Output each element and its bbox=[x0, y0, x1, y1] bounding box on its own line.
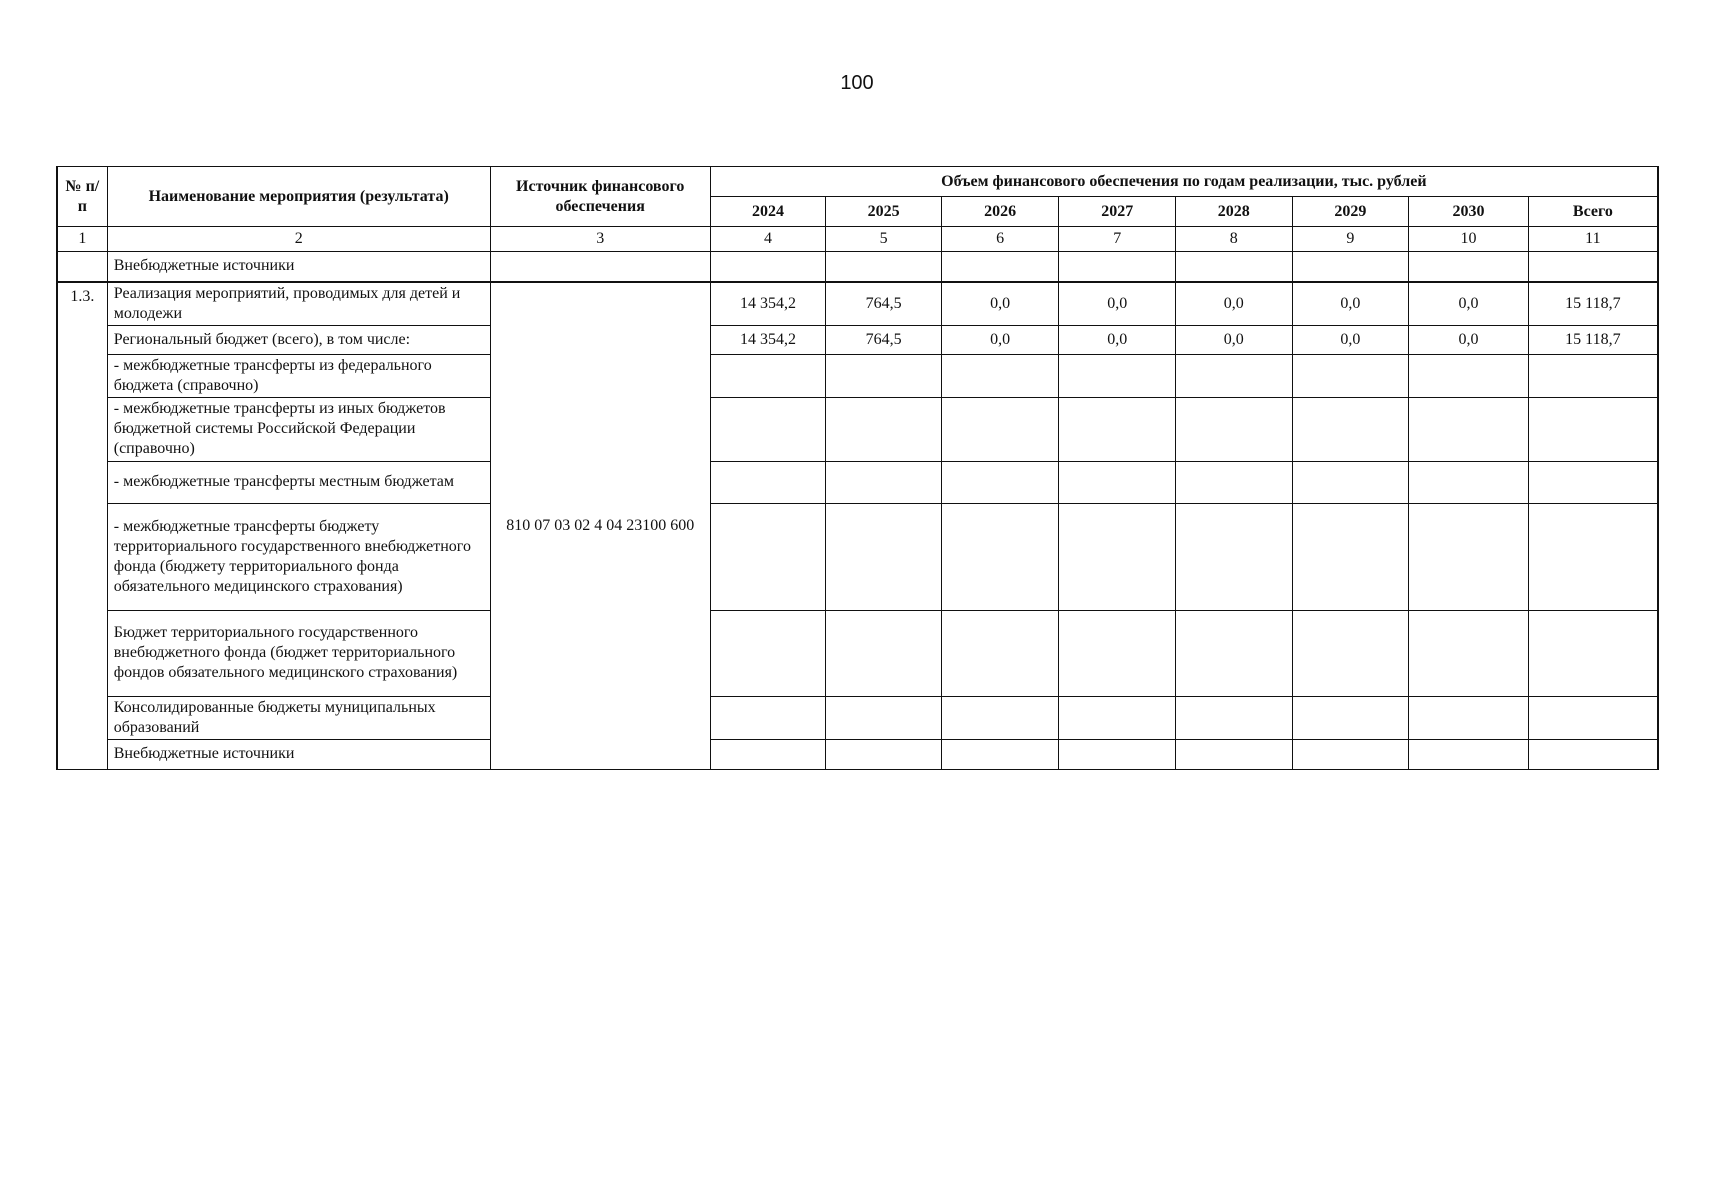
header-name: Наименование мероприятия (результата) bbox=[107, 167, 490, 227]
item-value-2025: 764,5 bbox=[826, 282, 942, 326]
header-year: 2029 bbox=[1292, 197, 1409, 227]
item-value-2024: 14 354,2 bbox=[710, 282, 826, 326]
row-name-local-transfers: - межбюджетные трансферты местным бюджетам bbox=[107, 461, 490, 503]
item-name: Реализация мероприятий, проводимых для детей и молодежи bbox=[107, 282, 490, 326]
regional-value-total: 15 118,7 bbox=[1528, 325, 1658, 354]
column-number: 2 bbox=[107, 227, 490, 252]
row-name-regional: Региональный бюджет (всего), в том числе: bbox=[107, 325, 490, 354]
row-name-fund-transfers: - межбюджетные трансферты бюджету территориального государственного внебюджетного фонда (бюджету территориального фонда обязательного медицинского страхования) bbox=[107, 503, 490, 610]
header-year: 2024 bbox=[710, 197, 826, 227]
row-name-other-transfers: - межбюджетные трансферты из иных бюджетов бюджетной системы Российской Федерации (справочно) bbox=[107, 397, 490, 461]
header-year: 2028 bbox=[1176, 197, 1293, 227]
page-number: 100 bbox=[840, 72, 874, 94]
item-value-2028: 0,0 bbox=[1176, 282, 1293, 326]
column-number: 7 bbox=[1059, 227, 1176, 252]
regional-value-2024: 14 354,2 bbox=[710, 325, 826, 354]
item-value-2027: 0,0 bbox=[1059, 282, 1176, 326]
column-number: 3 bbox=[490, 227, 710, 252]
column-number: 4 bbox=[710, 227, 826, 252]
regional-value-2027: 0,0 bbox=[1059, 325, 1176, 354]
header-total: Всего bbox=[1528, 197, 1658, 227]
row-name-extrabudget: Внебюджетные источники bbox=[107, 739, 490, 769]
regional-value-2025: 764,5 bbox=[826, 325, 942, 354]
column-number: 11 bbox=[1528, 227, 1658, 252]
row-name-fund-budget: Бюджет территориального государственного внебюджетного фонда (бюджет территориального фондов обязательного медицинского страхования) bbox=[107, 610, 490, 696]
column-number: 6 bbox=[941, 227, 1059, 252]
column-number: 5 bbox=[826, 227, 942, 252]
item-value-2030: 0,0 bbox=[1409, 282, 1529, 326]
row-name-federal-transfers: - межбюджетные трансферты из федерального бюджета (справочно) bbox=[107, 354, 490, 397]
header-year: 2027 bbox=[1059, 197, 1176, 227]
column-number: 10 bbox=[1409, 227, 1529, 252]
regional-value-2030: 0,0 bbox=[1409, 325, 1529, 354]
item-source-code: 810 07 03 02 4 04 23100 600 bbox=[490, 282, 710, 770]
regional-value-2028: 0,0 bbox=[1176, 325, 1293, 354]
column-number: 9 bbox=[1292, 227, 1409, 252]
item-number: 1.3. bbox=[57, 282, 107, 770]
header-year: 2026 bbox=[941, 197, 1059, 227]
column-number: 1 bbox=[57, 227, 107, 252]
header-year: 2030 bbox=[1409, 197, 1529, 227]
header-volume: Объем финансового обеспечения по годам реализации, тыс. рублей bbox=[710, 167, 1658, 197]
financing-table bbox=[56, 166, 1659, 770]
regional-value-2026: 0,0 bbox=[941, 325, 1059, 354]
item-value-total: 15 118,7 bbox=[1528, 282, 1658, 326]
row-name-municipal: Консолидированные бюджеты муниципальных образований bbox=[107, 696, 490, 739]
header-year: 2025 bbox=[826, 197, 942, 227]
header-num: № п/п bbox=[57, 167, 107, 227]
column-number: 8 bbox=[1176, 227, 1293, 252]
item-value-2026: 0,0 bbox=[941, 282, 1059, 326]
regional-value-2029: 0,0 bbox=[1292, 325, 1409, 354]
row-name-prev-extrabudget: Внебюджетные источники bbox=[107, 252, 490, 282]
header-source: Источник финансового обеспечения bbox=[490, 167, 710, 227]
item-value-2029: 0,0 bbox=[1292, 282, 1409, 326]
